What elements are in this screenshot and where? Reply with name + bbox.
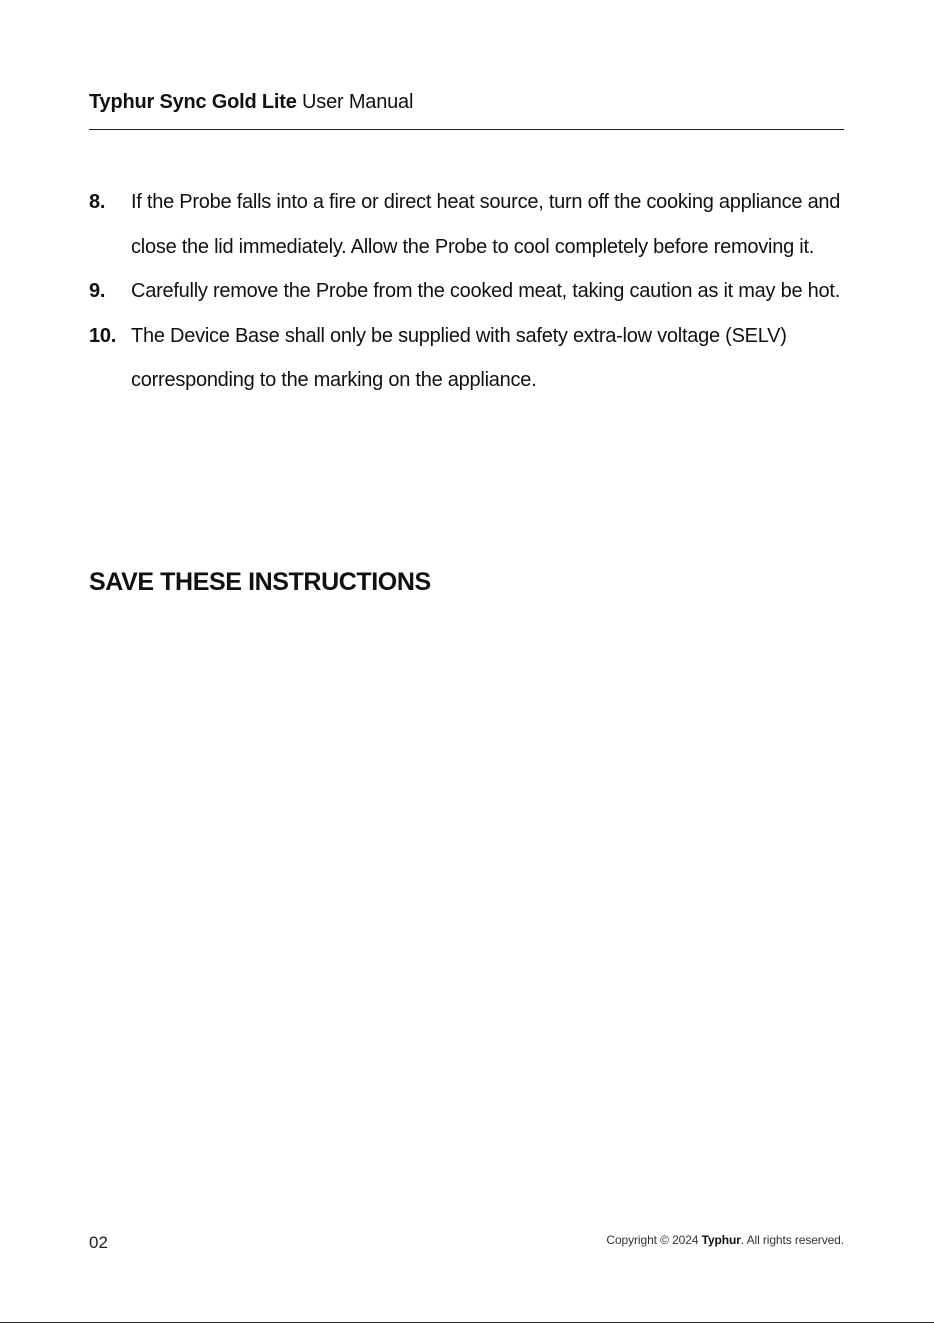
list-item bbox=[89, 269, 849, 314]
header-divider bbox=[89, 129, 844, 130]
header-document-title: User Manual bbox=[302, 91, 414, 113]
list-item bbox=[89, 314, 849, 403]
list-item-number: 8. bbox=[89, 191, 106, 213]
list-item bbox=[89, 180, 849, 269]
page-number: 02 bbox=[89, 1233, 108, 1252]
safety-instructions-list bbox=[89, 180, 849, 403]
list-item-number: 10. bbox=[89, 324, 117, 347]
list-item-text: The Device Base shall only be supplied with safety extra-low voltage (SELV) corresponding to the marking on the appliance. bbox=[131, 324, 787, 391]
list-item-text: If the Probe falls into a fire or direct heat source, turn off the cooking appliance and close the lid immediately. Allow the Probe to cool completely before removing it. bbox=[131, 191, 841, 258]
copyright-brand: Typhur bbox=[701, 1233, 741, 1247]
copyright-suffix: . All rights reserved. bbox=[740, 1233, 844, 1247]
page-header bbox=[89, 88, 844, 116]
list-item-text: Carefully remove the Probe from the cooked meat, taking caution as it may be hot. bbox=[131, 280, 841, 302]
header-product-name: Typhur Sync Gold Lite bbox=[89, 91, 297, 113]
copyright-notice bbox=[606, 1232, 844, 1248]
list-item-number: 9. bbox=[89, 280, 106, 302]
save-instructions-heading: SAVE THESE INSTRUCTIONS bbox=[89, 568, 431, 596]
copyright-prefix: Copyright © 2024 bbox=[606, 1233, 702, 1247]
